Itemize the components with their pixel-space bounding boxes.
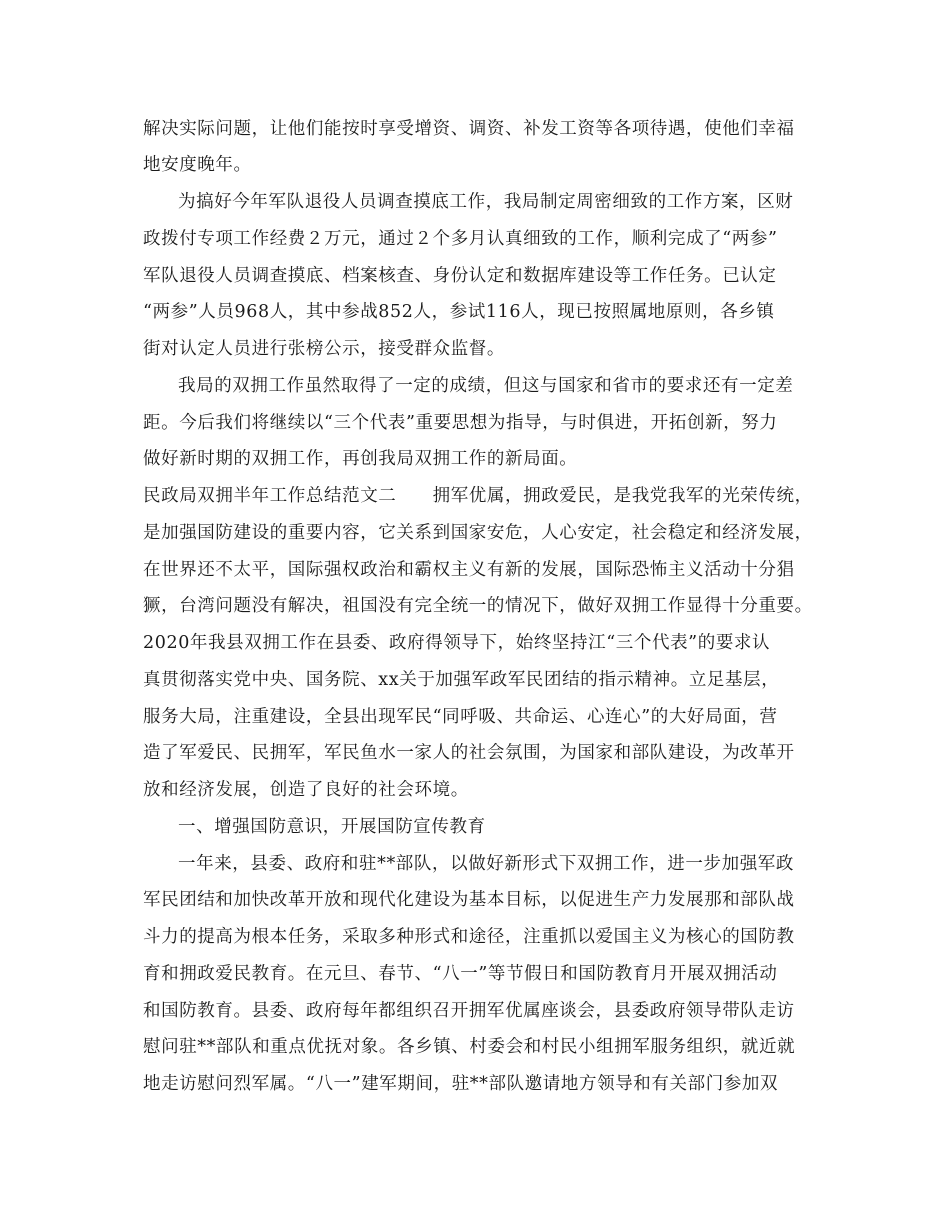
text-line: 2020年我县双拥工作在县委、政府得领导下，始终坚持江“三个代表”的要求认 — [143, 633, 771, 653]
text-line: 育和拥政爱民教育。在元旦、春节、“八一”等节假日和国防教育月开展双拥活动 — [143, 964, 778, 984]
text-line: 街对认定人员进行张榜公示，接受群众监督。 — [143, 339, 505, 359]
text-line: 地走访慰问烈军属。“八一”建军期间，驻**部队邀请地方领导和有关部门参加双 — [143, 1074, 779, 1094]
text-line: 斗力的提高为根本任务，采取多种形式和途径，注重抓以爱国主义为核心的国防教 — [143, 927, 795, 947]
text-line: 放和经济发展，创造了良好的社会环境。 — [143, 780, 469, 800]
section-heading-line: 民政局双拥半年工作总结范文二 拥军优属，拥政爱民，是我党我军的光荣传统， — [143, 486, 813, 506]
text-line: 真贯彻落实党中央、国务院、xx关于加强军政军民团结的指示精神。立足基层， — [143, 670, 780, 690]
text-line: 在世界还不太平，国际强权政治和霸权主义有新的发展，国际恐怖主义活动十分猖 — [143, 560, 795, 580]
text-line: “两参”人员968人，其中参战852人，参试116人，现已按照属地原则，各乡镇 — [143, 302, 775, 322]
text-line: 解决实际问题，让他们能按时享受增资、调资、补发工资等各项待遇，使他们幸福 — [143, 119, 795, 139]
text-line: 距。今后我们将继续以“三个代表”重要思想为指导，与时俱进，开拓创新，努力 — [143, 413, 778, 433]
paragraph-first-line: 为搞好今年军队退役人员调查摸底工作，我局制定周密细致的工作方案，区财 — [178, 192, 794, 212]
text-line: 服务大局，注重建设，全县出现军民“同呼吸、共命运、心连心”的大好局面，营 — [143, 707, 778, 727]
text-line: 地安度晚年。 — [143, 155, 252, 175]
text-line: 慰问驻**部队和重点优抚对象。各乡镇、村委会和村民小组拥军服务组织，就近就 — [143, 1037, 796, 1057]
paragraph-first-line: 一年来，县委、政府和驻**部队，以做好新形式下双拥工作，进一步加强军政 — [178, 854, 794, 874]
text-line: 是加强国防建设的重要内容，它关系到国家安危，人心安定，社会稳定和经济发展， — [143, 523, 813, 543]
text-line: 獗，台湾问题没有解决，祖国没有完全统一的情况下，做好双拥工作显得十分重要。 — [143, 596, 813, 616]
text-line: 政拨付专项工作经费２万元，通过２个多月认真细致的工作，顺利完成了“两参” — [143, 229, 778, 249]
text-line: 造了军爱民、民拥军，军民鱼水一家人的社会氛围，为国家和部队建设，为改革开 — [143, 743, 795, 763]
text-line: 军民团结和加快改革开放和现代化建设为基本目标，以促进生产力发展那和部队战 — [143, 890, 795, 910]
paragraph-first-line: 我局的双拥工作虽然取得了一定的成绩，但这与国家和省市的要求还有一定差 — [178, 376, 794, 396]
subheading-line: 一、增强国防意识，开展国防宣传教育 — [178, 817, 486, 837]
text-line: 做好新时期的双拥工作，再创我局双拥工作的新局面。 — [143, 449, 578, 469]
text-line: 和国防教育。县委、政府每年都组织召开拥军优属座谈会，县委政府领导带队走访 — [143, 1001, 795, 1021]
text-line: 军队退役人员调查摸底、档案核查、身份认定和数据库建设等工作任务。已认定 — [143, 266, 777, 286]
